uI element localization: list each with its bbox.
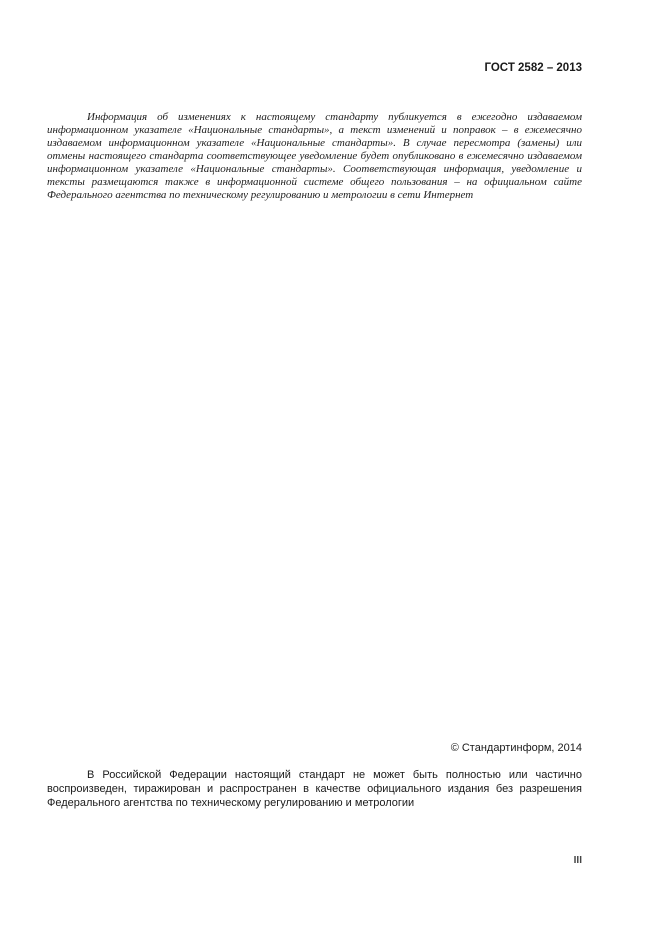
reproduction-notice-text: В Российской Федерации настоящий стандарт не может быть полностью или частично воспроизведен, тиражирован и распространен в качестве официального издания без разрешения Федерального агентства по техническому регулированию и метрологии — [47, 769, 582, 809]
page-number: III — [573, 855, 582, 866]
copyright-line: © Стандартинформ, 2014 — [450, 742, 582, 754]
amendments-notice-text: Информация об изменениях к настоящему стандарту публикуется в ежегодно издаваемом информационном указателе «Национальные стандарты», а текст изменений и поправок – в ежемесячно издаваемом информационном указателе «Национальные стандарты». В случае пересмотра (замены) или отмены настоящего стандарта соответствующее уведомление будет опубликовано в ежемесячно издаваемом информационном указателе «Национальные стандарты». Соответствующая информация, уведомление и тексты размещаются также в информационной системе общего пользования – на официальном сайте Федерального агентства по техническому регулированию и метрологии в сети Интернет — [47, 111, 582, 201]
amendments-notice — [47, 111, 582, 202]
standard-code-header: ГОСТ 2582 – 2013 — [484, 62, 582, 74]
reproduction-notice — [47, 768, 582, 810]
